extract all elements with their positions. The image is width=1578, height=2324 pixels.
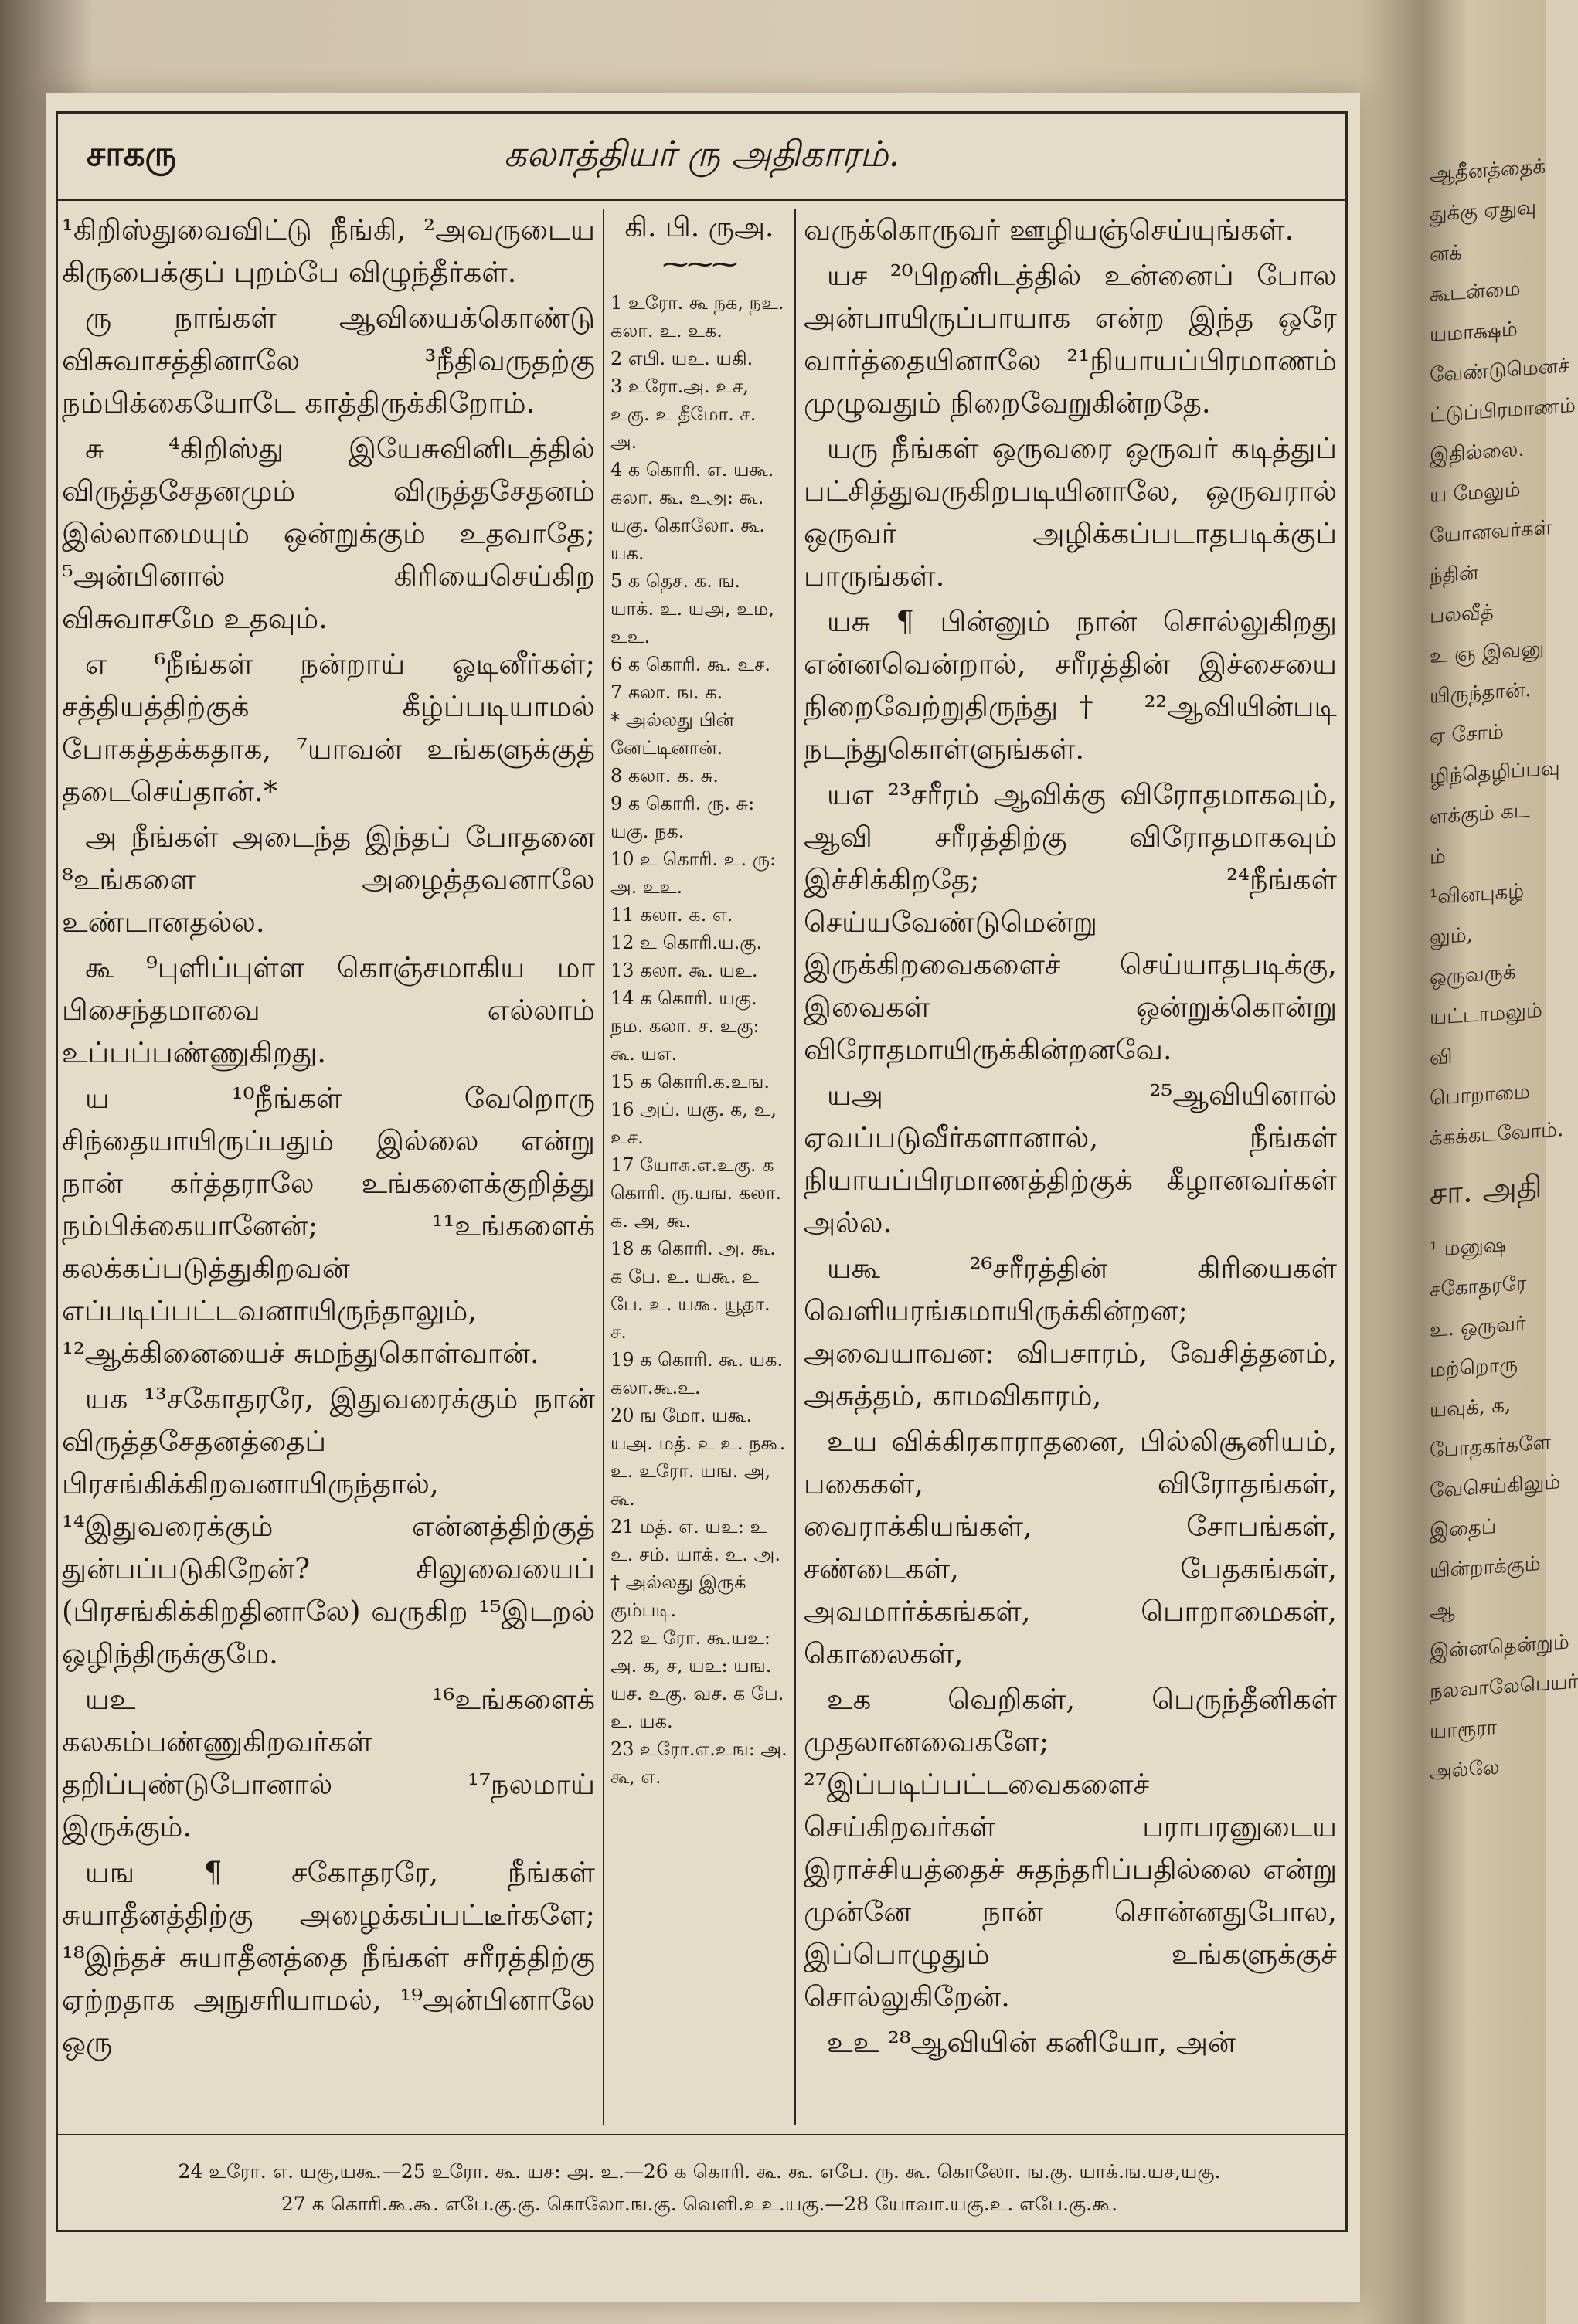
verse-paragraph: வருக்கொருவர் ஊழியஞ்செய்யுங்கள். (804, 213, 1294, 246)
adjacent-page-fragment: ஆ இன்னதென்றும் (1430, 1598, 1569, 1663)
verse-paragraph: ய ¹⁰நீங்கள் வேறொரு சிந்தையாயிருப்பதும் இல்லை என்று நான் கர்த்தராலே உங்களைக்குறித்து நம்பிக்கையானேன்; ¹¹உங்களைக் கலக்கப்படுத்துகிறவன் எப்படிப்பட்டவனாயிருந்தாலும், ¹²ஆக்கினையைச் சுமந்துகொள்வான். (62, 1082, 595, 1370)
cross-reference: 11 கலா. க. எ. (610, 904, 733, 926)
year-heading: கி. பி. ருஅ. (624, 212, 774, 243)
adjacent-page-fragment: உ ஞ இவனு (1430, 637, 1545, 668)
verse-paragraph: உய விக்கிரகாராதனை, பில்லிசூனியம், பகைகள், விரோதங்கள், வைராக்கியங்கள், சோபங்கள், சண்டைகள், பேதகங்கள், அவமார்க்கங்கள், பொறாமைகள், கொலைகள், (804, 1425, 1337, 1670)
verse-paragraph: யச ²⁰பிறனிடத்தில் உன்னைப் போல அன்பாயிருப்பாயாக என்ற இந்த ஒரே வார்த்தையினாலே ²¹நியாயப்பிரமாணம் முழுவதும் நிறைவேறுகின்றதே. (804, 259, 1337, 420)
cross-reference: 5 க தெச. க. ங. யாக். உ. யஅ, உம, உஉ. (610, 570, 774, 647)
adjacent-page-fragment: சா. அதி (1430, 1168, 1542, 1212)
verse-paragraph: யஉ ¹⁶உங்களைக் கலகம்பண்ணுகிறவர்கள் தறிப்புண்டுபோனால் ¹⁷நலமாய் இருக்கும். (62, 1683, 595, 1843)
cross-reference: 20 ங மோ. யகூ. யஅ. மத். உ உ. நகூ. உ. உரோ. யங. அ, கூ. (610, 1405, 786, 1510)
cross-reference: † அல்லது இருக் கும்படி. (610, 1571, 746, 1621)
verse-paragraph: யக ¹³சகோதரரே, இதுவரைக்கும் நான் விருத்தசேதனத்தைப் பிரசங்கிக்கிறவனாயிருந்தால், ¹⁴இதுவரைக்கும் என்னத்திற்குத் துன்பப்படுகிறேன்? சிலுவையைப் (பிரசங்கிக்கிறதினாலே) வருகிற ¹⁵இடறல் ஒழிந்திருக்குமே. (62, 1382, 595, 1670)
column-divider-right (794, 209, 796, 2125)
verse-paragraph: சு ⁴கிறிஸ்து இயேசுவினிடத்தில் விருத்தசேதனமும் விருத்தசேதனம் இல்லாமையும் ஒன்றுக்கும் உதவாதே; ⁵அன்பினால் கிரியைசெய்கிற விசுவாசமே உதவும். (62, 432, 595, 635)
adjacent-page-fragment: யவுக், க, போதகர்களே (1430, 1393, 1552, 1463)
column-divider-left (603, 209, 604, 2125)
adjacent-page-fragment: ஆதீனத்தைக் (1430, 155, 1546, 186)
page-header (56, 111, 1348, 201)
footnote-divider (56, 2134, 1348, 2135)
cross-reference: 1 உரோ. கூ நக, நஉ. கலா. உ. உக. (610, 292, 784, 341)
adjacent-page-fragment: உ. ஒருவர் மற்றொரு (1430, 1312, 1526, 1382)
footnote-line: 27 க கொரி.கூ.கூ. எபே.கு.கு. கொலோ.ங.கு. வெளி.உஉ.யகு.—28 யோவா.யகு.உ. எபே.கு.கூ. (281, 2193, 1118, 2215)
adjacent-page-fragment: வேசெய்கிலும் இதைப் (1430, 1470, 1561, 1543)
cross-reference: 13 கலா. கூ. யஉ. (610, 960, 758, 981)
cross-reference: 12 உ கொரி.ய.கு. (610, 932, 763, 953)
left-text-column (62, 209, 595, 2067)
adjacent-page-fragment: ¹ மனுஷ சகோதரரே (1430, 1233, 1527, 1302)
verse-paragraph: உக வெறிகள், பெருந்தீனிகள் முதலானவைகளே; ²⁷இப்படிப்பட்டவைகளைச் செய்கிறவர்கள் பராபரனுடைய இராச்சியத்தைச் சுதந்தரிப்பதில்லை என்று முன்னே நான் சொன்னதுபோல, இப்பொழுதும் உங்களுக்குச் சொல்லுகிறேன். (804, 1683, 1337, 2013)
verse-paragraph: யஎ ²³சரீரம் ஆவிக்கு விரோதமாகவும், ஆவி சரீரத்திற்கு விரோதமாகவும் இச்சிக்கிறதே; ²⁴நீங்கள் செய்யவேண்டுமென்று இருக்கிறவைகளைச் செய்யாதபடிக்கு, இவைகள் ஒன்றுக்கொன்று விரோதமாயிருக்கின்றனவே. (804, 778, 1337, 1066)
verse-paragraph: கூ ⁹புளிப்புள்ள கொஞ்சமாகிய மா பிசைந்தமாவை எல்லாம் உப்பப்பண்ணுகிறது. (62, 951, 595, 1069)
cross-reference: 2 எபி. யஉ. யகி. (610, 348, 753, 369)
verse-paragraph: அ நீங்கள் அடைந்த இந்தப் போதனை ⁸உங்களை அழைத்தவனாலே உண்டானதல்ல. (62, 821, 595, 939)
cross-reference: 22 உ ரோ. கூ.யஉ: அ. க, ச, யஉ: யங. யச. உகு. வச. க பே. உ. யக. (610, 1627, 784, 1732)
adjacent-page-fragment: வி பொறாமை (1430, 1045, 1530, 1110)
cross-reference: 8 கலா. க. சு. (610, 765, 719, 787)
adjacent-page-fragment: யட்டாமலும் (1430, 998, 1542, 1030)
adjacent-page-fragment: ம் ¹வினபுகழ் (1430, 844, 1525, 909)
adjacent-page-fragment: யோனவர்கள் (1430, 515, 1552, 548)
adjacent-page-fragment: துக்கு ஏதுவு (1430, 195, 1537, 226)
cross-reference: 18 க கொரி. அ. கூ. க பே. உ. யகூ. உ பே. உ. யகூ. யூதா. ச. (610, 1238, 776, 1343)
cross-reference: 14 க கொரி. யகு. நம. கலா. ச. உகு: கூ. யஎ. (610, 987, 760, 1065)
adjacent-page-fragment: ட்டுப்பிரமாணம் (1430, 393, 1576, 427)
adjacent-page-fragment: யின்றாக்கும் (1430, 1551, 1541, 1583)
verse-paragraph: யகூ ²⁶சரீரத்தின் கிரியைகள் வெளியரங்கமாயிருக்கின்றன; அவையாவன: விபசாரம், வேசித்தனம், அசுத்தம், காமவிகாரம், (804, 1252, 1337, 1412)
cross-reference: 9 க கொரி. ரு. சு: யகு. நக. (610, 793, 755, 842)
verse-paragraph: யரு நீங்கள் ஒருவரை ஒருவர் கடித்துப் பட்சித்துவருகிறபடியினாலே, ஒருவரால் ஒருவர் அழிக்கப்படாதபடிக்குப் பாருங்கள். (804, 432, 1337, 593)
cross-reference: 16 அப். யகு. க, உ, உச. (610, 1099, 777, 1148)
footnote-line: 24 உரோ. எ. யகு,யகூ.—25 உரோ. கூ. யச: அ. உ.—26 க கொரி. கூ. கூ. எபே. ரு. கூ. கொலோ. ங.கு. யாக்.ங.யச,யகு. (178, 2160, 1221, 2183)
adjacent-page-fragment: னக் கூடன்மை (1430, 241, 1521, 307)
verse-paragraph: ரு நாங்கள் ஆவியைக்கொண்டு விசுவாசத்தினாலே ³நீதிவருதற்கு நம்பிக்கையோடே காத்திருக்கிறோம். (62, 301, 595, 420)
adjacent-page-fragment: இதில்லை. (1430, 437, 1525, 467)
cross-reference: 23 உரோ.எ.உங: அ. கூ, எ. (610, 1738, 787, 1788)
right-text-column (804, 209, 1337, 2067)
verse-paragraph: ¹கிறிஸ்துவைவிட்டு நீங்கி, ²அவருடைய கிருபைக்குப் புறம்பே விழுந்தீர்கள். (62, 213, 595, 289)
verse-paragraph: எ ⁶நீங்கள் நன்றாய் ஓடினீர்கள்; சத்தியத்திற்குக் கீழ்ப்படியாமல் போகத்தக்கதாக, ⁷யாவன் உங்களுக்குத் தடைசெய்தான்.* (62, 647, 595, 808)
adjacent-page-fragment: ந்தின் பலவீத் (1430, 561, 1494, 628)
cross-reference: 7 கலா. ங. க. (610, 681, 723, 703)
verse-paragraph: யஅ ²⁵ஆவியினால் ஏவப்படுவீர்களானால், நீங்கள் நியாயப்பிரமாணத்திற்குக் கீழானவர்கள் அல்ல. (804, 1079, 1337, 1239)
adjacent-page-fragment: நலவாலேபெயர் (1430, 1670, 1578, 1704)
ornament-flourish: ⁓⁓⁓ (662, 249, 736, 280)
cross-reference: 4 க கொரி. எ. யகூ. கலா. கூ. உஅ: கூ. யகு. கொலோ. கூ. யக. (610, 459, 774, 564)
cross-reference: 15 க கொரி.க.உங. (610, 1071, 770, 1092)
adjacent-page-edge (1430, 147, 1578, 2310)
adjacent-page-fragment: ய மேலும் (1430, 477, 1521, 508)
adjacent-page-fragment: யாரூரா அல்லே (1430, 1715, 1500, 1784)
adjacent-page-fragment: வேண்டுமெனச் (1430, 354, 1569, 387)
verse-paragraph: யசு ¶ பின்னும் நான் சொல்லுகிறது என்னவென்றால், சரீரத்தின் இச்சையை நிறைவேற்றுதிருந்து† ²²ஆவியின்படி நடந்துகொள்ளுங்கள். (804, 605, 1337, 766)
adjacent-page-fragment: லும், ஒருவருக் (1430, 923, 1516, 990)
verse-paragraph: உஉ ²⁸ஆவியின் கனியோ, அன் (827, 2026, 1236, 2059)
page-number: சாகரு (87, 134, 177, 174)
adjacent-page-fragment: ளக்கும் கட (1430, 798, 1530, 829)
cross-reference: 21 மத். எ. யஉ: உ உ. சம். யாக். உ. அ. (610, 1516, 780, 1565)
footnotes (62, 2156, 1337, 2220)
adjacent-page-fragment: யமாக்ஷம் (1430, 318, 1518, 347)
cross-reference: 10 உ கொரி. உ. ரு: அ. உஉ. (610, 848, 777, 898)
running-title: கலாத்தியர் ரு அதிகாரம். (503, 133, 900, 175)
cross-reference-column (610, 209, 788, 1791)
cross-reference: * அல்லது பின் னேட்டினான். (610, 709, 734, 759)
adjacent-page-fragment: க்கக்கடவோம். (1430, 1117, 1564, 1150)
adjacent-page-fragment: யிருந்தான். (1430, 678, 1532, 708)
cross-reference: 17 யோசு.எ.உகு. க கொரி. ரு.யங. கலா. க. அ, கூ. (610, 1154, 782, 1232)
adjacent-page-fragment: ழிந்தெழிப்பவு (1430, 756, 1560, 789)
verse-paragraph: யங ¶ சகோதரரே, நீங்கள் சுயாதீனத்திற்கு அழைக்கப்பட்டீர்களே; ¹⁸இந்தச் சுயாதீனத்தை நீங்கள் சரீரத்திற்கு ஏற்றதாக அநுசரியாமல், ¹⁹அன்பினாலே ஒரு (62, 1856, 595, 2059)
cross-reference: 19 க கொரி. கூ. யக. கலா.கூ.உ. (610, 1349, 784, 1398)
cross-reference: 6 க கொரி. கூ. உச. (610, 654, 770, 675)
cross-reference: 3 உரோ.அ. உச, உகு. உ தீமோ. ச. அ. (610, 375, 757, 453)
adjacent-page-fragment: ஏ சோம் (1430, 720, 1504, 749)
